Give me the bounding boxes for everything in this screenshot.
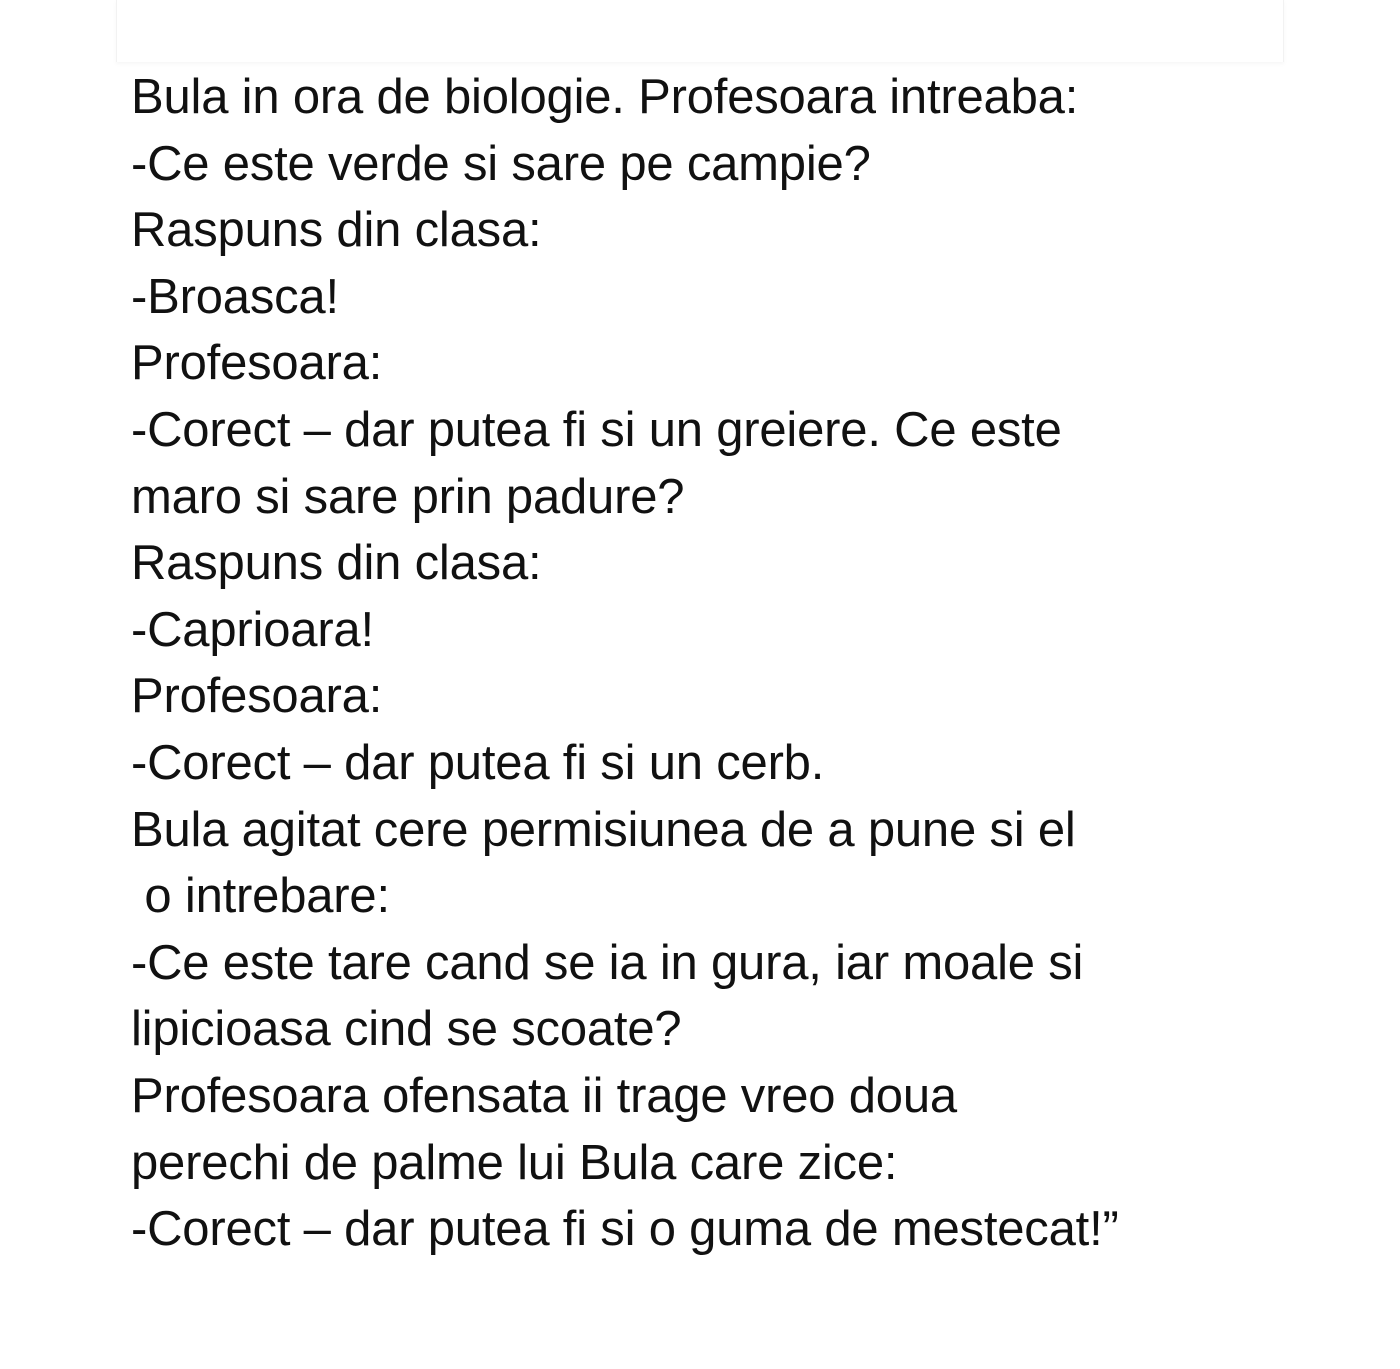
text-line: perechi de palme lui Bula care zice: (131, 1135, 898, 1190)
text-line: -Ce este verde si sare pe campie? (131, 136, 871, 191)
top-card-edge (116, 0, 1284, 62)
text-line: Profesoara ofensata ii trage vreo doua (131, 1068, 957, 1123)
text-line: lipicioasa cind se scoate? (131, 1002, 682, 1057)
text-line: Bula in ora de biologie. Profesoara intreaba: (131, 70, 1079, 124)
text-line: Profesoara: (131, 669, 383, 724)
text-line: -Broasca! (131, 269, 339, 324)
joke-text (131, 64, 1361, 1263)
text-line: maro si sare prin padure? (131, 469, 685, 524)
text-line: -Corect – dar putea fi si un cerb. (131, 735, 825, 790)
text-line: o intrebare: (131, 869, 390, 924)
text-line: -Corect – dar putea fi si o guma de mestecat!” (131, 1202, 1119, 1257)
text-line: Raspuns din clasa: (131, 536, 542, 591)
text-line: Raspuns din clasa: (131, 203, 542, 258)
text-line: -Caprioara! (131, 602, 374, 657)
text-line: Profesoara: (131, 336, 383, 391)
text-line: Bula agitat cere permisiunea de a pune si el (131, 802, 1076, 857)
text-line: -Corect – dar putea fi si un greiere. Ce este (131, 402, 1062, 457)
text-line: -Ce este tare cand se ia in gura, iar moale si (131, 935, 1084, 990)
